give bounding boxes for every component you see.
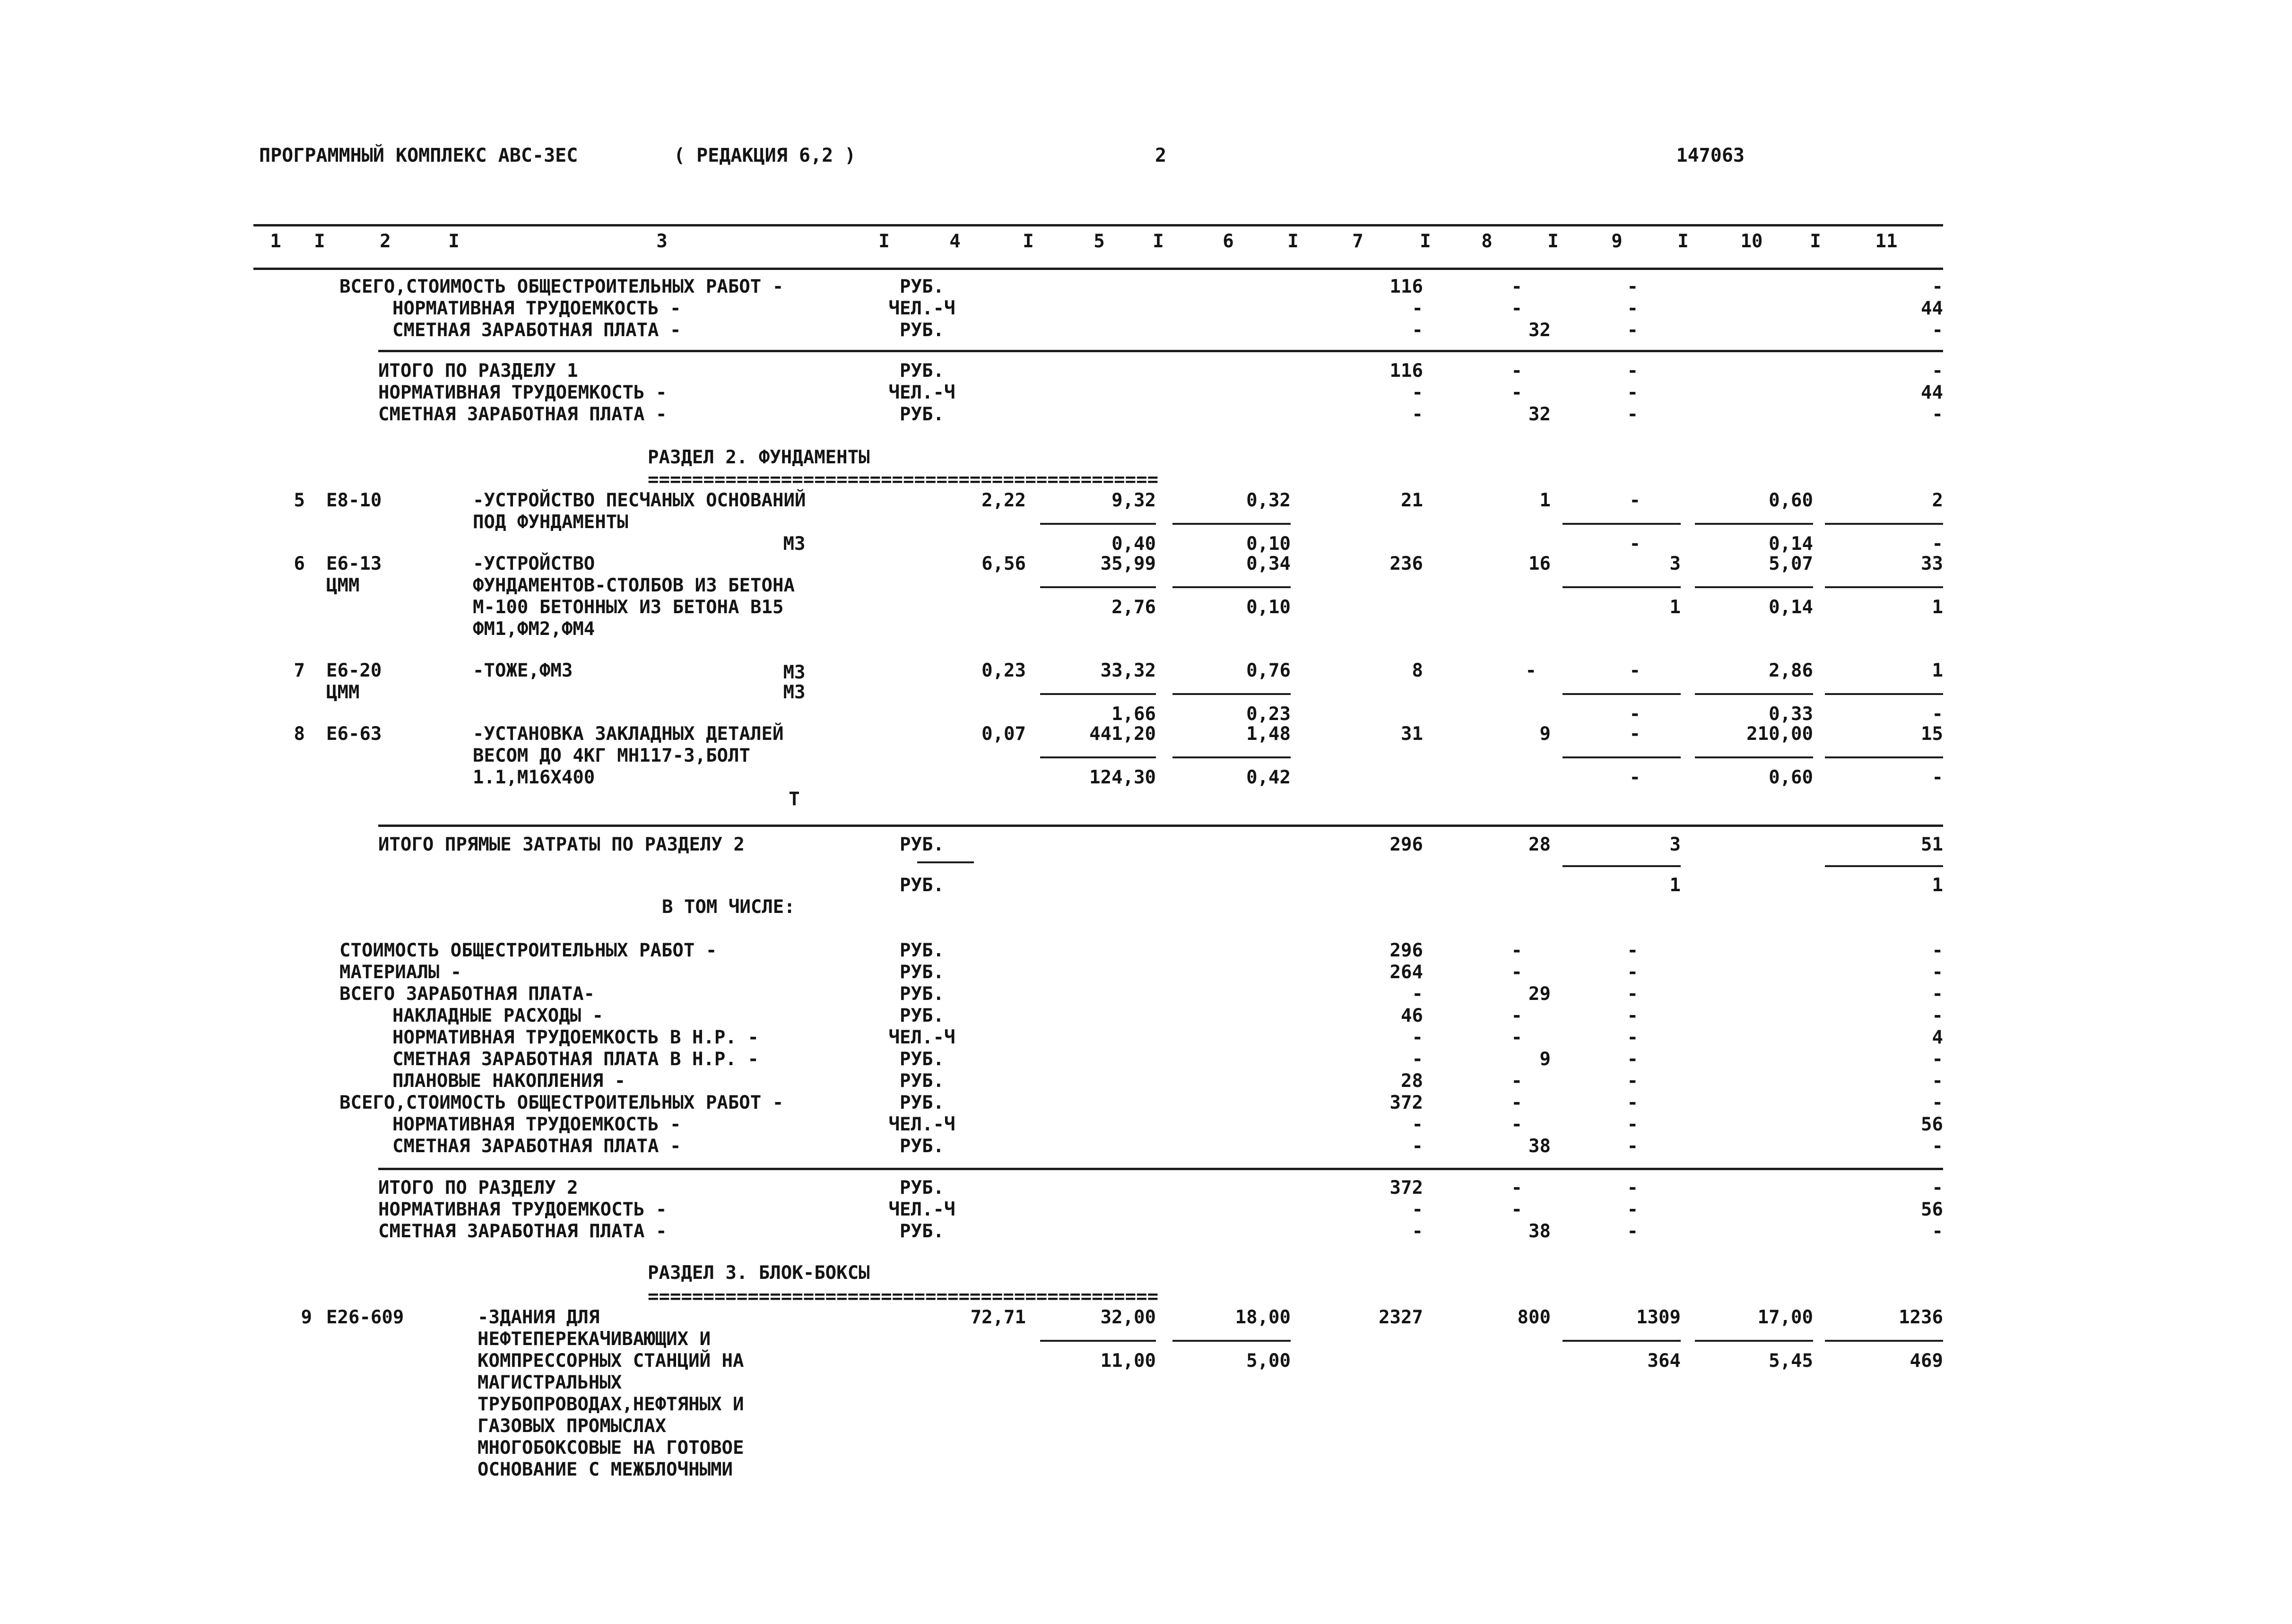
item-col7: 21 [1401, 490, 1423, 511]
program-title: ПРОГРАММНЫЙ КОМПЛЕКС АВС-ЗЕС [259, 145, 578, 166]
section2-total-row-col11: - [1932, 1177, 1943, 1198]
column-header-5: 5 [1094, 231, 1105, 252]
breakdown-row-col8: - [1511, 1092, 1522, 1113]
section2-total-row-col7: 372 [1389, 1177, 1423, 1198]
item-col5: 9,32 [1111, 490, 1156, 511]
item-col8: 1 [1539, 490, 1551, 511]
item-sub-col6: 0,10 [1246, 533, 1291, 555]
direct-costs-col7: 296 [1389, 834, 1423, 855]
column-separator: I [1287, 231, 1299, 252]
item-col10: 2,86 [1769, 660, 1813, 681]
breakdown-row-col11: - [1932, 940, 1943, 961]
item-description-line: МНОГОБОКСОВЫЕ НА ГОТОВОЕ [478, 1437, 744, 1459]
column-separator: I [1547, 231, 1559, 252]
block1-row-label: СМЕТНАЯ ЗАРАБОТНАЯ ПЛАТА - [392, 320, 681, 341]
item-sub-col5: 1,66 [1111, 703, 1156, 725]
section1-total-row-col11: - [1932, 404, 1943, 425]
item-col8: 9 [1539, 723, 1551, 745]
breakdown-row-col8: - [1511, 1005, 1522, 1026]
item-subline-col9 [1563, 756, 1681, 758]
document-number: 147063 [1676, 145, 1745, 166]
breakdown-row-col7: - [1412, 1136, 1423, 1157]
breakdown-row-col8: - [1511, 940, 1522, 961]
breakdown-row-unit: ЧЕЛ.-Ч [888, 1027, 955, 1048]
section1-total-row-unit: ЧЕЛ.-Ч [888, 382, 955, 403]
item-col4: 0,07 [981, 723, 1026, 745]
block1-row-col8: - [1511, 298, 1522, 319]
breakdown-row-col9: - [1627, 1049, 1638, 1070]
item-subline-col5 [1040, 523, 1156, 525]
item-col6: 0,76 [1246, 660, 1291, 681]
item-sub-col9: 1 [1669, 597, 1681, 618]
column-separator: I [1810, 231, 1821, 252]
breakdown-row-unit: РУБ. [900, 1092, 944, 1113]
column-header-6: 6 [1223, 231, 1234, 252]
block1-row-col8: - [1511, 276, 1522, 297]
column-separator: I [1153, 231, 1164, 252]
page-number: 2 [1155, 145, 1167, 166]
item-col4: 2,22 [981, 490, 1026, 511]
item-description-line: ТРУБОПРОВОДАХ,НЕФТЯНЫХ И [478, 1394, 744, 1415]
direct-costs-label: ИТОГО ПРЯМЫЕ ЗАТРАТЫ ПО РАЗДЕЛУ 2 [378, 834, 745, 855]
item-code: Е6-20 [326, 660, 382, 681]
block1-row-col11: - [1932, 276, 1943, 297]
item-description-line: ГАЗОВЫХ ПРОМЫСЛАХ [478, 1416, 667, 1437]
section2-total-row-unit: ЧЕЛ.-Ч [888, 1199, 955, 1220]
item-sub-col11: - [1932, 767, 1943, 788]
item-subline-col10 [1695, 523, 1813, 525]
column-separator: I [878, 231, 890, 252]
direct-costs-col9: 3 [1669, 834, 1681, 855]
breakdown-row-unit: РУБ. [900, 1005, 944, 1026]
block1-row-label: ВСЕГО,СТОИМОСТЬ ОБЩЕСТРОИТЕЛЬНЫХ РАБОТ - [339, 276, 784, 297]
item-sub-col9: - [1629, 767, 1641, 788]
breakdown-row-col9: - [1627, 1092, 1638, 1113]
item-col9: - [1629, 723, 1641, 745]
section1-total-row-col7: - [1412, 404, 1423, 425]
item-number: 6 [294, 553, 305, 574]
item-sub-col10: 0,33 [1769, 703, 1813, 725]
column-separator: I [1023, 231, 1034, 252]
item-subline-col6 [1172, 756, 1291, 758]
item-col4: 6,56 [981, 553, 1026, 574]
section2-total-row-col8: - [1511, 1199, 1522, 1220]
item-col11: 15 [1921, 723, 1943, 745]
item-unit: М3 [783, 682, 806, 703]
breakdown-row-col11: - [1932, 1070, 1943, 1092]
including-label: В ТОМ ЧИСЛЕ: [662, 896, 795, 918]
item-unit: Т [789, 789, 800, 810]
item-col10: 0,60 [1769, 490, 1813, 511]
item-subline-col6 [1172, 586, 1291, 588]
item-col11: 1236 [1899, 1307, 1943, 1328]
item-col11: 33 [1921, 553, 1943, 574]
item-col10: 210,00 [1746, 723, 1813, 745]
section1-total-row-col8: 32 [1528, 404, 1551, 425]
item-col9: 3 [1669, 553, 1681, 574]
breakdown-row-col7: 264 [1389, 962, 1423, 983]
column-separator: I [1420, 231, 1431, 252]
item-col6: 18,00 [1235, 1307, 1291, 1328]
item-description-line: 1.1,М16Х400 [473, 767, 595, 788]
breakdown-row-label: НОРМАТИВНАЯ ТРУДОЕМКОСТЬ В Н.Р. - [392, 1027, 759, 1048]
section1-total-row-label: НОРМАТИВНАЯ ТРУДОЕМКОСТЬ - [378, 382, 667, 403]
block1-row-col9: - [1627, 298, 1638, 319]
item-subline-col6 [1172, 1340, 1291, 1342]
section1-total-row-label: ИТОГО ПО РАЗДЕЛУ 1 [378, 360, 578, 382]
breakdown-row-col7: - [1412, 1114, 1423, 1135]
item-col10: 17,00 [1757, 1307, 1813, 1328]
section1-total-row-col9: - [1627, 360, 1638, 382]
block1-rule [378, 350, 1943, 352]
section2-total-row-col8: - [1511, 1177, 1522, 1198]
section1-total-row-col7: - [1412, 382, 1423, 403]
breakdown-row-label: НАКЛАДНЫЕ РАСХОДЫ - [392, 1005, 604, 1026]
item-sub-col10: 5,45 [1769, 1350, 1813, 1372]
item-description-line: ПОД ФУНДАМЕНТЫ [473, 512, 628, 533]
breakdown-row-col8: - [1511, 1070, 1522, 1092]
column-header-4: 4 [949, 231, 961, 252]
item-description-line: -УСТРОЙСТВО [473, 553, 595, 574]
item-code: Е6-13 [326, 553, 382, 574]
column-separator: I [314, 231, 325, 252]
breakdown-row-col9: - [1627, 1027, 1638, 1048]
block1-row-col7: 116 [1389, 276, 1423, 297]
block1-row-unit: ЧЕЛ.-Ч [888, 298, 955, 319]
item-sub-col6: 0,10 [1246, 597, 1291, 618]
item-col9: 1309 [1636, 1307, 1681, 1328]
item-subline-col11 [1825, 523, 1943, 525]
section1-total-row-col9: - [1627, 404, 1638, 425]
item-sub-col11: - [1932, 703, 1943, 725]
section3-title: РАЗДЕЛ 3. БЛОК-БОКСЫ [648, 1262, 870, 1284]
block1-row-col11: 44 [1921, 298, 1943, 319]
section1-total-row-col8: - [1511, 360, 1522, 382]
item-col9: - [1629, 660, 1641, 681]
breakdown-row-label: СМЕТНАЯ ЗАРАБОТНАЯ ПЛАТА - [392, 1136, 681, 1157]
breakdown-row-col8: - [1511, 1114, 1522, 1135]
item-sub-col6: 5,00 [1246, 1350, 1291, 1372]
breakdown-row-col7: 46 [1401, 1005, 1423, 1026]
item-col8: 16 [1528, 553, 1551, 574]
item-description-line: М-100 БЕТОННЫХ ИЗ БЕТОНА В15 [473, 597, 784, 618]
section2-total-row-col7: - [1412, 1221, 1423, 1242]
item-subline-col10 [1695, 756, 1813, 758]
breakdown-row-col8: - [1511, 962, 1522, 983]
item-subline-col11 [1825, 1340, 1943, 1342]
item-sub-col11: - [1932, 533, 1943, 555]
section2-total-row-unit: РУБ. [900, 1221, 944, 1242]
item-col7: 236 [1389, 553, 1423, 574]
breakdown-row-unit: РУБ. [900, 940, 944, 961]
item-unit: М3 [783, 662, 806, 683]
section1-total-row-col11: - [1932, 360, 1943, 382]
direct-costs-col8: 28 [1528, 834, 1551, 855]
direct-costs-unit: РУБ. [900, 834, 944, 855]
breakdown-row-col9: - [1627, 940, 1638, 961]
item-sub-col6: 0,23 [1246, 703, 1291, 725]
item-number: 8 [294, 723, 305, 745]
item-description-line: -ЗДАНИЯ ДЛЯ [478, 1307, 600, 1328]
direct-costs-subline-unit [917, 861, 974, 863]
item-number: 7 [294, 660, 305, 681]
item-description-line: -УСТРОЙСТВО ПЕСЧАНЫХ ОСНОВАНИЙ [473, 490, 806, 511]
breakdown-row-col11: - [1932, 1049, 1943, 1070]
section2-total-row-label: НОРМАТИВНАЯ ТРУДОЕМКОСТЬ - [378, 1199, 667, 1220]
item-col10: 5,07 [1769, 553, 1813, 574]
item-col7: 2327 [1379, 1307, 1423, 1328]
block1-row-col8: 32 [1528, 320, 1551, 341]
item-subline-col5 [1040, 693, 1156, 695]
item-col5: 35,99 [1100, 553, 1156, 574]
direct-costs-unit-sub: РУБ. [900, 875, 944, 896]
item-code-extra: ЦММ [326, 682, 360, 703]
item-col11: 2 [1932, 490, 1943, 511]
block1-row-unit: РУБ. [900, 276, 944, 297]
item-subline-col5 [1040, 586, 1156, 588]
direct-costs-subline-col11 [1825, 865, 1943, 867]
breakdown-row-col8: 29 [1528, 983, 1551, 1005]
breakdown-row-col11: - [1932, 983, 1943, 1005]
item-subline-col5 [1040, 756, 1156, 758]
item-sub-col5: 11,00 [1100, 1350, 1156, 1372]
breakdown-row-label: МАТЕРИАЛЫ - [339, 962, 462, 983]
item-subline-col10 [1695, 586, 1813, 588]
section1-total-row-unit: РУБ. [900, 360, 944, 382]
item-subline-col10 [1695, 1340, 1813, 1342]
item-description-line: -ТОЖЕ,ФМ3 [473, 660, 573, 681]
breakdown-row-label: ПЛАНОВЫЕ НАКОПЛЕНИЯ - [392, 1070, 626, 1092]
item-sub-col5: 0,40 [1111, 533, 1156, 555]
item-subline-col5 [1040, 1340, 1156, 1342]
section2-total-row-unit: РУБ. [900, 1177, 944, 1198]
column-header-8: 8 [1481, 231, 1493, 252]
item-col7: 31 [1401, 723, 1423, 745]
item-code-extra: ЦММ [326, 575, 360, 596]
breakdown-row-col11: - [1932, 962, 1943, 983]
item-sub-col9: 364 [1647, 1350, 1681, 1372]
item-sub-col10: 0,14 [1769, 533, 1813, 555]
breakdown-row-label: ВСЕГО ЗАРАБОТНАЯ ПЛАТА- [339, 983, 595, 1005]
item-col8: 800 [1517, 1307, 1551, 1328]
item-subline-col10 [1695, 693, 1813, 695]
item-col4: 0,23 [981, 660, 1026, 681]
item-subline-col9 [1563, 586, 1681, 588]
column-header-3: 3 [656, 231, 668, 252]
item-code: Е6-63 [326, 723, 382, 745]
breakdown-row-col7: - [1412, 1049, 1423, 1070]
item-subline-col11 [1825, 693, 1943, 695]
item-sub-col9: - [1629, 703, 1641, 725]
breakdown-row-col8: 9 [1539, 1049, 1551, 1070]
column-header-10: 10 [1740, 231, 1763, 252]
breakdown-row-col9: - [1627, 1114, 1638, 1135]
column-header-7: 7 [1352, 231, 1363, 252]
section1-total-row-unit: РУБ. [900, 404, 944, 425]
breakdown-row-unit: РУБ. [900, 1136, 944, 1157]
item-subline-col6 [1172, 523, 1291, 525]
header-bottom-rule [253, 268, 1943, 270]
item-sub-col5: 124,30 [1089, 767, 1156, 788]
item-col5: 441,20 [1089, 723, 1156, 745]
item-code: Е8-10 [326, 490, 382, 511]
block1-row-col7: - [1412, 298, 1423, 319]
section2-total-row-label: ИТОГО ПО РАЗДЕЛУ 2 [378, 1177, 578, 1198]
column-separator: I [448, 231, 460, 252]
breakdown-row-col9: - [1627, 1136, 1638, 1157]
breakdown-row-col7: - [1412, 1027, 1423, 1048]
block1-row-col9: - [1627, 276, 1638, 297]
item-sub-col10: 0,60 [1769, 767, 1813, 788]
breakdown-row-col8: - [1511, 1027, 1522, 1048]
section1-total-row-col7: 116 [1389, 360, 1423, 382]
section1-total-row-col9: - [1627, 382, 1638, 403]
breakdown-row-col9: - [1627, 1070, 1638, 1092]
item-subline-col9 [1563, 693, 1681, 695]
breakdown-row-col11: 56 [1921, 1114, 1943, 1135]
section2-total-row-col9: - [1627, 1221, 1638, 1242]
item-sub-col11: 469 [1910, 1350, 1943, 1372]
item-subline-col6 [1172, 693, 1291, 695]
direct-costs-col11: 51 [1921, 834, 1943, 855]
item-col8: - [1525, 660, 1537, 681]
section2-total-row-col9: - [1627, 1177, 1638, 1198]
edition-label: ( РЕДАКЦИЯ 6,2 ) [674, 145, 856, 166]
breakdown-row-unit: ЧЕЛ.-Ч [888, 1114, 955, 1135]
breakdown-row-unit: РУБ. [900, 1070, 944, 1092]
item-description-line: ФУНДАМЕНТОВ-СТОЛБОВ ИЗ БЕТОНА [473, 575, 795, 596]
section1-total-row-col8: - [1511, 382, 1522, 403]
item-sub-col9: - [1629, 533, 1641, 555]
item-col5: 32,00 [1100, 1307, 1156, 1328]
section1-total-row-col11: 44 [1921, 382, 1943, 403]
item-description-line: МАГИСТРАЛЬНЫХ [478, 1372, 622, 1393]
item-description-line: КОМПРЕССОРНЫХ СТАНЦИЙ НА [478, 1350, 744, 1372]
column-header-11: 11 [1875, 231, 1898, 252]
section1-total-row-label: СМЕТНАЯ ЗАРАБОТНАЯ ПЛАТА - [378, 404, 667, 425]
block1-row-col7: - [1412, 320, 1423, 341]
section2-total-row-label: СМЕТНАЯ ЗАРАБОТНАЯ ПЛАТА - [378, 1221, 667, 1242]
column-separator: I [1677, 231, 1689, 252]
breakdown-row-unit: РУБ. [900, 983, 944, 1005]
item-sub-col5: 2,76 [1111, 597, 1156, 618]
breakdown-row-col11: 4 [1932, 1027, 1943, 1048]
section3-underline: ============================================== [648, 1286, 1159, 1307]
block1-row-label: НОРМАТИВНАЯ ТРУДОЕМКОСТЬ - [392, 298, 681, 319]
item-sub-col10: 0,14 [1769, 597, 1813, 618]
section2-total-row-col8: 38 [1528, 1221, 1551, 1242]
column-header-1: 1 [270, 231, 281, 252]
section2-total-row-col7: - [1412, 1199, 1423, 1220]
item-col11: 1 [1932, 660, 1943, 681]
item-col6: 0,32 [1246, 490, 1291, 511]
item-col4: 72,71 [970, 1307, 1026, 1328]
breakdown-row-label: НОРМАТИВНАЯ ТРУДОЕМКОСТЬ - [392, 1114, 681, 1135]
breakdown-row-col11: - [1932, 1136, 1943, 1157]
section2-total-row-col11: - [1932, 1221, 1943, 1242]
item-subline-col9 [1563, 523, 1681, 525]
section2-title: РАЗДЕЛ 2. ФУНДАМЕНТЫ [648, 447, 870, 468]
section2-underline: ============================================== [648, 469, 1159, 490]
item-col6: 1,48 [1246, 723, 1291, 745]
item-description-line: ОСНОВАНИЕ С МЕЖБЛОЧНЫМИ [478, 1459, 733, 1480]
breakdown-row-col7: 296 [1389, 940, 1423, 961]
item-col9: - [1629, 490, 1641, 511]
block1-row-col11: - [1932, 320, 1943, 341]
breakdown-row-label: СМЕТНАЯ ЗАРАБОТНАЯ ПЛАТА В Н.Р. - [392, 1049, 759, 1070]
section2-items-rule [378, 825, 1943, 827]
header-top-rule [253, 224, 1943, 226]
item-unit: М3 [783, 533, 806, 555]
item-description-line: ВЕСОМ ДО 4КГ МН117-3,БОЛТ [473, 745, 750, 766]
block1-row-unit: РУБ. [900, 320, 944, 341]
item-col7: 8 [1412, 660, 1423, 681]
item-code: Е26-609 [326, 1307, 404, 1328]
breakdown-row-col8: 38 [1528, 1136, 1551, 1157]
block1-row-col9: - [1627, 320, 1638, 341]
breakdown-row-col7: 28 [1401, 1070, 1423, 1092]
breakdown-row-col7: 372 [1389, 1092, 1423, 1113]
item-number: 9 [301, 1307, 312, 1328]
item-col6: 0,34 [1246, 553, 1291, 574]
breakdown-row-col9: - [1627, 983, 1638, 1005]
item-subline-col9 [1563, 1340, 1681, 1342]
section2-total-row-col11: 56 [1921, 1199, 1943, 1220]
item-subline-col11 [1825, 586, 1943, 588]
breakdown-row-label: СТОИМОСТЬ ОБЩЕСТРОИТЕЛЬНЫХ РАБОТ - [339, 940, 717, 961]
direct-costs-subline-col9 [1563, 865, 1681, 867]
item-col5: 33,32 [1100, 660, 1156, 681]
item-description-line: -УСТАНОВКА ЗАКЛАДНЫХ ДЕТАЛЕЙ [473, 723, 784, 745]
section2-breakdown-rule [378, 1168, 1943, 1170]
breakdown-row-unit: РУБ. [900, 962, 944, 983]
item-subline-col11 [1825, 756, 1943, 758]
breakdown-row-col9: - [1627, 962, 1638, 983]
item-description-line: НЕФТЕПЕРЕКАЧИВАЮЩИХ И [478, 1329, 711, 1350]
column-header-9: 9 [1611, 231, 1623, 252]
item-number: 5 [294, 490, 305, 511]
breakdown-row-col9: - [1627, 1005, 1638, 1026]
breakdown-row-label: ВСЕГО,СТОИМОСТЬ ОБЩЕСТРОИТЕЛЬНЫХ РАБОТ - [339, 1092, 784, 1113]
breakdown-row-col11: - [1932, 1092, 1943, 1113]
breakdown-row-unit: РУБ. [900, 1049, 944, 1070]
direct-costs-sub-col9: 1 [1669, 875, 1681, 896]
item-sub-col11: 1 [1932, 597, 1943, 618]
breakdown-row-col11: - [1932, 1005, 1943, 1026]
breakdown-row-col7: - [1412, 983, 1423, 1005]
direct-costs-sub-col11: 1 [1932, 875, 1943, 896]
item-description-line: ФМ1,ФМ2,ФМ4 [473, 618, 595, 640]
item-sub-col6: 0,42 [1246, 767, 1291, 788]
column-header-2: 2 [380, 231, 391, 252]
section2-total-row-col9: - [1627, 1199, 1638, 1220]
